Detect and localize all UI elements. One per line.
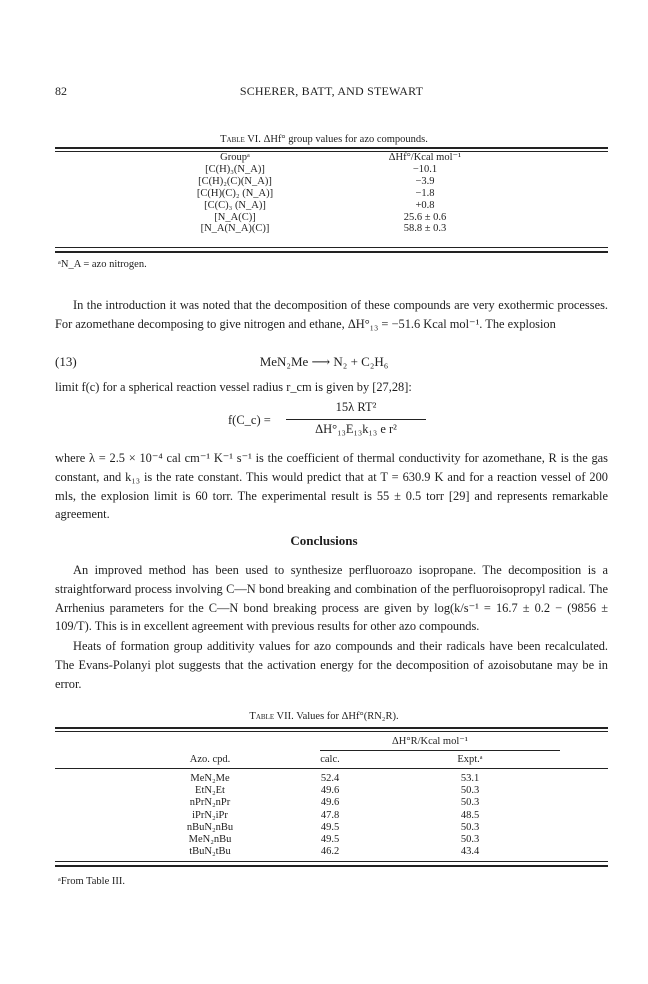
equation-fraction-bar (286, 419, 426, 420)
equation-explosion-limit (228, 400, 468, 440)
table6-col-value: ΔHf°/Kcal mol⁻¹ (388, 152, 462, 163)
table7-footnote: ᵃFrom Table III. (58, 876, 125, 887)
calc-cell: 46.2 (320, 846, 340, 858)
table7-top-rule (55, 727, 608, 729)
table6 (160, 152, 540, 235)
table7-label: Table VII. (249, 711, 294, 722)
compound-cell: iPrN₂iPr (192, 809, 228, 821)
equation-lhs: f(C_c) = (228, 413, 271, 427)
table-row (160, 176, 540, 188)
table6-top-rule (55, 147, 608, 149)
value-cell: −10.1 (412, 163, 438, 175)
table7-header-rule (55, 768, 608, 769)
table6-header-row (160, 152, 540, 164)
group-cell: [C(H)(C)₂ (N_A)] (196, 187, 274, 199)
calc-cell: 49.5 (320, 834, 340, 846)
paragraph-conclusions-1: An improved method has been used to synthesize perfluoroazo isopropane. The decomposition is a straightforward process involving C—N bond breaking and combination of the perfluoroisopropyl radical. The Arrhenius parameters for the C—N bond breaking process are given by log(k/s⁻¹ = 16.7 ± 0.2 − (9856 ± 109/T). This is in excellent agreement with previous results for other azo compounds. (55, 563, 608, 634)
value-cell: 58.8 ± 0.3 (403, 223, 447, 235)
table7-bottom-rule-outer (55, 865, 608, 867)
table7-caption (0, 711, 648, 722)
calc-cell: 49.6 (320, 797, 340, 809)
expt-cell: 50.3 (460, 821, 480, 833)
paragraph-explosion-limit: limit f(c) for a spherical reaction vessel radius r_cm is given by [27,28]: (55, 380, 412, 394)
value-cell: −3.9 (415, 175, 435, 187)
table7-col-azo: Azo. cpd. (189, 754, 231, 765)
compound-cell: MeN₂nBu (188, 834, 232, 846)
table7-col-calc: calc. (320, 754, 340, 765)
table-row (160, 188, 540, 200)
table7-top-rule-inner (55, 731, 608, 732)
table-row (150, 810, 550, 822)
compound-cell: EtN₂Et (195, 785, 225, 797)
compound-cell: nBuN₂nBu (186, 821, 234, 833)
table7-col-expt: Expt.ᵃ (457, 754, 483, 765)
table6-footnote: ᵃN_A = azo nitrogen. (58, 259, 147, 270)
equation-numerator: 15λ RT² (335, 400, 377, 414)
table-row (160, 223, 540, 235)
expt-cell: 53.1 (460, 773, 480, 784)
equation-13-number: (13) (55, 354, 77, 369)
table6-bottom-rule (55, 247, 608, 248)
table6-col-group: Groupᵃ (220, 152, 250, 163)
page-number: 82 (55, 84, 67, 98)
expt-cell: 48.5 (460, 809, 480, 821)
expt-cell: 50.3 (460, 785, 480, 797)
group-cell: [C(H)₂(C)(N_A)] (198, 175, 272, 187)
calc-cell: 52.4 (320, 773, 340, 784)
paragraph-thermal-conductivity: where λ = 2.5 × 10⁻⁴ cal cm⁻¹ K⁻¹ s⁻¹ is the coefficient of thermal conductivity for azomethane, R is the gas constant, and k₁₃ is the rate constant. This would predict that at T = 630.9 K and for a reaction vessel of 200 mls, the explosion limit is 60 torr. The experimental result is 55 ± 0.5 torr [29] and represents remarkable agreement. (55, 451, 608, 522)
group-cell: [N_A(C)] (214, 211, 256, 223)
calc-cell: 47.8 (320, 809, 340, 821)
value-cell: −1.8 (415, 187, 435, 199)
table-row (150, 797, 550, 809)
table6-caption (0, 134, 648, 145)
table7-header-row (150, 754, 550, 766)
calc-cell: 49.6 (320, 785, 340, 797)
calc-cell: 49.5 (320, 821, 340, 833)
table7-title: Values for ΔHf°(RN₂R). (296, 711, 399, 722)
expt-cell: 43.4 (460, 846, 480, 858)
table6-title: ΔHf° group values for azo compounds. (263, 134, 428, 145)
table7-header (150, 754, 550, 766)
compound-cell: MeN₂Me (190, 773, 230, 784)
table6-bottom-rule-outer (55, 251, 608, 253)
value-cell: 25.6 ± 0.6 (403, 211, 447, 223)
table-row (150, 846, 550, 858)
table-row (160, 212, 540, 224)
conclusions-heading: Conclusions (290, 533, 358, 548)
group-cell: [N_A(N_A)(C)] (200, 223, 270, 235)
table-row (150, 785, 550, 797)
table7 (150, 773, 550, 858)
compound-cell: nPrN₂nPr (189, 797, 231, 809)
table-row (150, 773, 550, 785)
running-head-authors: SCHERER, BATT, AND STEWART (239, 84, 424, 98)
table-row (150, 822, 550, 834)
table-row (160, 200, 540, 212)
expt-cell: 50.3 (460, 834, 480, 846)
table7-bottom-rule (55, 861, 608, 862)
table6-label: Table VI. (220, 134, 261, 145)
group-cell: [C(C)₃ (N_A)] (204, 199, 266, 211)
table7-span-header: ΔH°R/Kcal mol⁻¹ (392, 736, 468, 747)
compound-cell: tBuN₂tBu (189, 846, 231, 858)
value-cell: +0.8 (415, 199, 435, 211)
group-cell: [C(H)₃(N_A)] (205, 163, 265, 175)
table7-span-rule (320, 750, 560, 751)
table-row (160, 164, 540, 176)
expt-cell: 50.3 (460, 797, 480, 809)
table-row (150, 834, 550, 846)
equation-13: MeN₂Me ⟶ N₂ + C₂H₆ (259, 354, 389, 369)
paragraph-introduction: In the introduction it was noted that the decomposition of these compounds are very exothermic processes. For azomethane decomposing to give nitrogen and ethane, ΔH°₁₃ = −51.6 Kcal mol⁻¹. The explosion (55, 298, 608, 331)
equation-denominator: ΔH°₁₃E₁₃k₁₃ e r² (315, 422, 397, 436)
paragraph-conclusions-2: Heats of formation group additivity values for azo compounds and their radicals have been recalculated. The Evans-Polanyi plot suggests that the activation energy for the decomposition of azoisobutane may be in error. (55, 639, 608, 691)
